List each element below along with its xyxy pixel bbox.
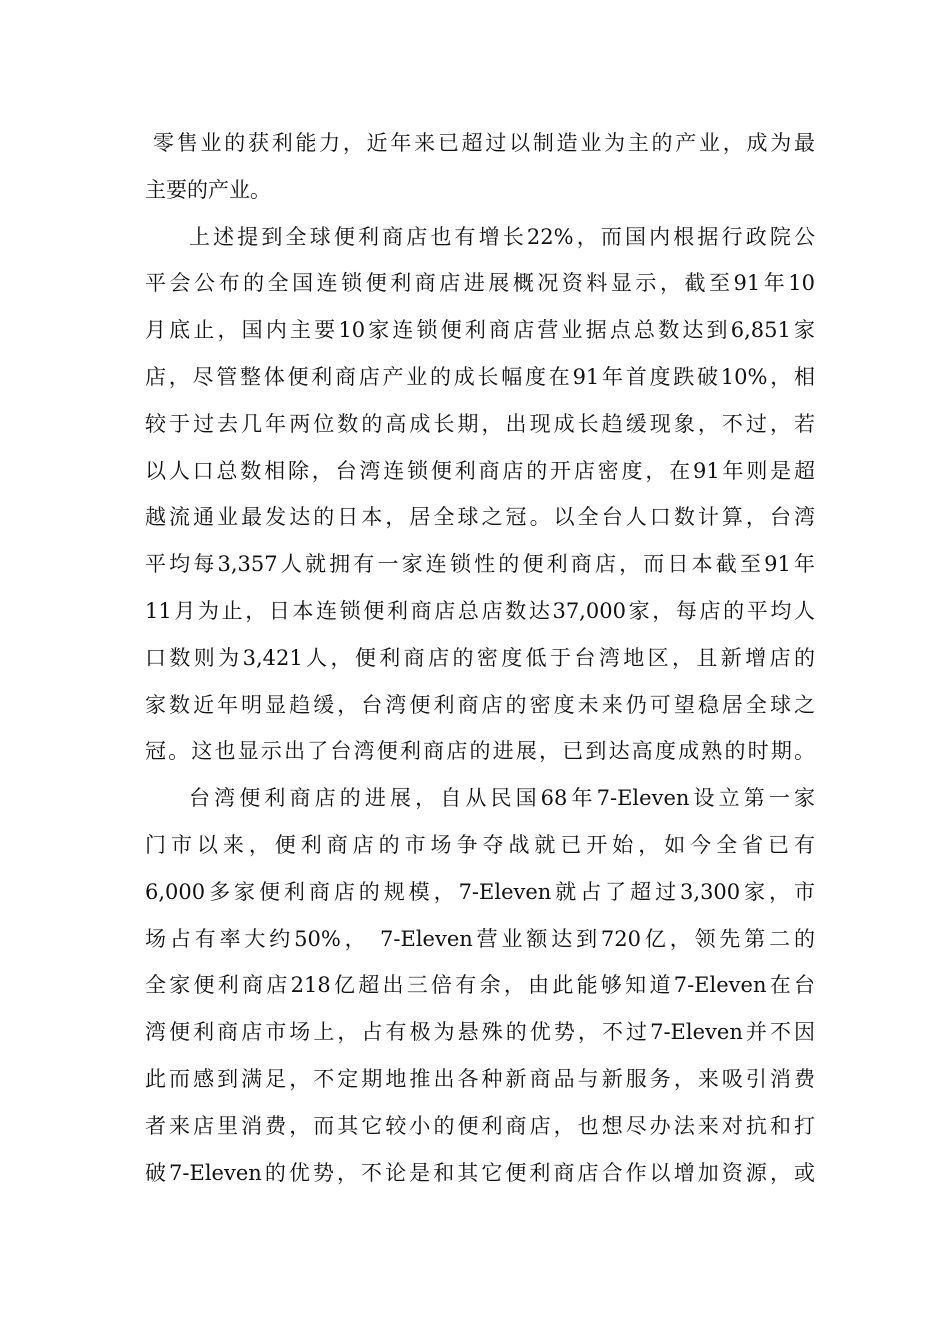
text-line: 湾便利商店市场上，占有极为悬殊的优势，不过7-Eleven并不因 [145,1020,815,1045]
body-text [145,120,815,1196]
text-line: 门市以来，便利商店的市场争夺战就已开始，如今全省已有 [145,832,815,857]
text-line: 以人口总数相除，台湾连锁便利商店的开店密度，在91年则是超 [145,458,815,483]
text-line: 零售业的获利能力，近年来已超过以制造业为主的产业，成为最 [153,131,815,155]
text-line: 平均每3,357人就拥有一家连锁性的便利商店，而日本截至91年 [145,552,815,577]
text-line: 11月为止，日本连锁便利商店总店数达37,000家，每店的平均人 [145,598,815,623]
text-line: 店，尽管整体便利商店产业的成长幅度在91年首度跌破10%，相 [145,364,815,389]
text-line: 月底止，国内主要10家连锁便利商店营业据点总数达到6,851家 [145,318,815,343]
text-line: 者来店里消费，而其它较小的便利商店，也想尽办法来对抗和打 [145,1113,815,1138]
text-line: 上述提到全球便利商店也有增长22%，而国内根据行政院公 [189,224,815,249]
text-line: 场占有率大约50%， 7-Eleven营业额达到720亿，领先第二的 [145,926,815,951]
text-line: 越流通业最发达的日本，居全球之冠。以全台人口数计算，台湾 [145,505,815,530]
text-line: 台湾便利商店的进展，自从民国68年7-Eleven设立第一家 [189,786,815,811]
text-line: 破7-Eleven的优势，不论是和其它便利商店合作以增加资源，或 [145,1160,815,1185]
text-line: 6,000多家便利商店的规模，7-Eleven就占了超过3,300家，市 [145,879,815,904]
text-line: 口数则为3,421人，便利商店的密度低于台湾地区，且新增店的 [145,645,815,670]
text-line: 主要的产业。 [145,177,271,202]
text-line: 此而感到满足，不定期地推出各种新商品与新服务，来吸引消费 [145,1066,815,1091]
text-line: 冠。这也显示出了台湾便利商店的进展，已到达高度成熟的时期。 [145,739,815,764]
text-line: 全家便利商店218亿超出三倍有余，由此能够知道7-Eleven在台 [145,973,815,998]
text-line: 平会公布的全国连锁便利商店进展概况资料显示，截至91年10 [145,271,815,296]
text-line: 家数近年明显趋缓，台湾便利商店的密度未来仍可望稳居全球之 [145,692,815,717]
text-line: 较于过去几年两位数的高成长期，出现成长趋缓现象，不过，若 [145,411,815,436]
